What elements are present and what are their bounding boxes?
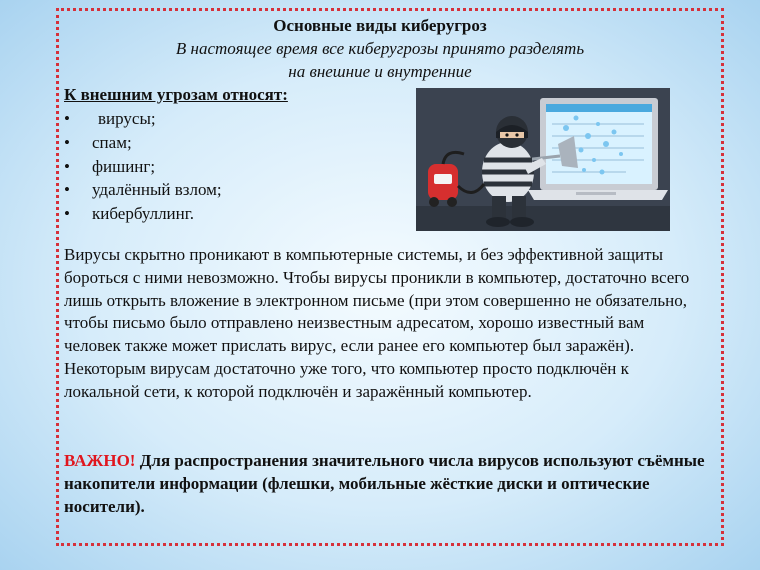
list-item-text: вирусы; [98,109,156,128]
list-item [64,131,222,155]
list-item [64,107,222,131]
viruses-paragraph: Вирусы скрытно проникают в компьютерные системы, и без эффективной защиты бороться с ними невозможно. Чтобы вирусы проникли в компьютер, достаточно всего лишь открыть вложение в электронном письме (при этом совершенно не обязательно, чтобы письмо было отправлено неизвестным адресатом, хорошо известный вам человек также может прислать вирус, если ранее его компьютер был заражён). Некоторым вирусам достаточно уже того, что компьютер просто подключён к локальной сети, к которой подключён и заражённый компьютер. [64,245,690,401]
important-text: Для распространения значительного числа вирусов используют съёмные накопители информации (флешки, мобильные жёсткие диски и оптические носители). [64,451,705,516]
bullet: • [64,156,70,176]
subtitle-line-2: на внешние и внутренние [288,62,472,81]
bullet: • [64,204,70,224]
bullet: • [64,132,70,152]
external-threats-list [64,107,222,226]
list-item-text: спам; [92,132,132,152]
list-item-text: удалённый взлом; [92,180,222,200]
list-item-text: кибербуллинг. [92,204,195,224]
bullet: • [64,180,70,200]
external-threats-heading: К внешним угрозам относят: [64,85,288,104]
page-title: Основные виды киберугроз [273,16,487,35]
important-note [64,449,714,518]
list-item [64,202,222,226]
hacker-stealing-data-from-laptop-icon [416,88,670,231]
list-item-text: фишинг; [92,156,156,176]
list-item [64,178,222,202]
subtitle-line-1: В настоящее время все киберугрозы принято разделять [175,39,585,58]
list-item [64,155,222,179]
important-label: ВАЖНО! [64,451,136,470]
bullet: • [64,109,70,128]
